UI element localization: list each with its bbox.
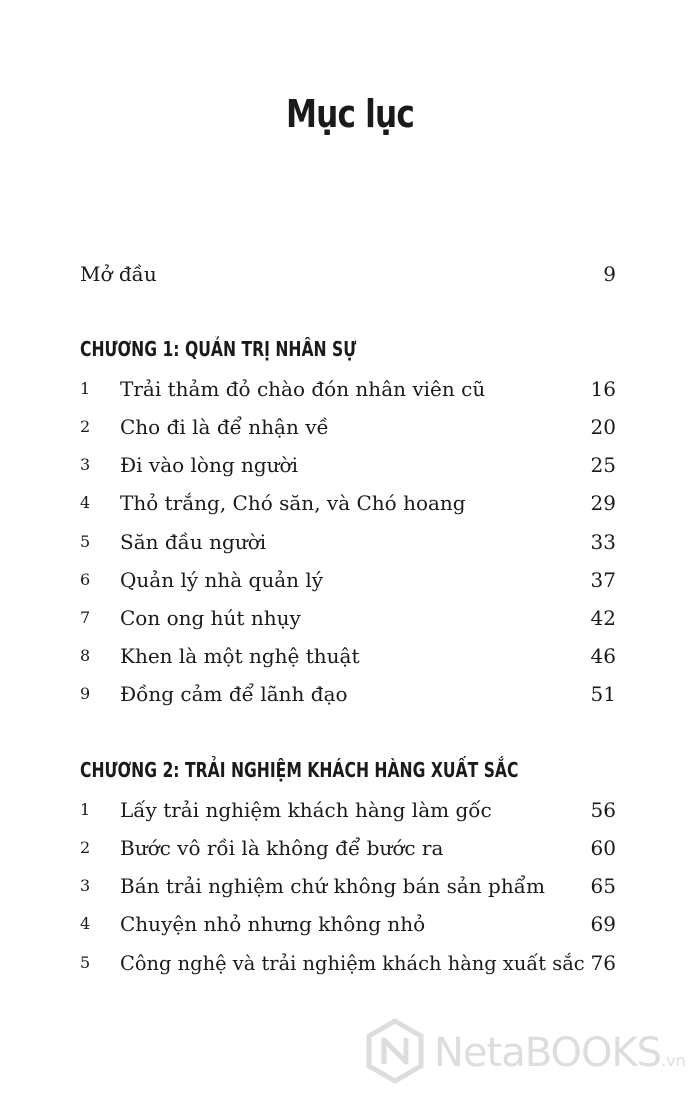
toc-entry-label: Lấy trải nghiệm khách hàng làm gốc bbox=[120, 798, 492, 822]
toc-entry-number: 8 bbox=[80, 646, 91, 665]
toc-entry-page: 56 bbox=[590, 798, 616, 822]
toc-entry-number: 1 bbox=[80, 379, 91, 398]
toc-entry-page: 33 bbox=[590, 530, 616, 554]
toc-entry[interactable] bbox=[80, 641, 616, 671]
watermark bbox=[364, 1016, 694, 1088]
toc-entry-label: Bước vô rồi là không để bước ra bbox=[120, 836, 444, 860]
toc-entry-label: Công nghệ và trải nghiệm khách hàng xuất sắc bbox=[120, 951, 585, 975]
toc-entry-label: Khen là một nghệ thuật bbox=[120, 644, 360, 668]
toc-entry-number: 4 bbox=[80, 493, 91, 512]
watermark-text: NetaBOOKS.vn bbox=[434, 1030, 686, 1076]
toc-entry-number: 5 bbox=[80, 532, 91, 551]
toc-entry-label: Chuyện nhỏ nhưng không nhỏ bbox=[120, 912, 426, 936]
toc-entry[interactable] bbox=[80, 527, 616, 557]
page-title: Mục lục bbox=[285, 92, 415, 136]
toc-entry[interactable] bbox=[80, 374, 616, 404]
toc-entry[interactable] bbox=[80, 948, 616, 978]
toc-entry-number: 3 bbox=[80, 455, 91, 474]
toc-entry-number: 4 bbox=[80, 914, 91, 933]
toc-entry-page: 29 bbox=[590, 491, 616, 515]
toc-entry-label: Trải thảm đỏ chào đón nhân viên cũ bbox=[120, 377, 486, 401]
toc-entry-number: 9 bbox=[80, 684, 91, 703]
toc-entry-number: 5 bbox=[80, 953, 91, 972]
toc-entry[interactable] bbox=[80, 450, 616, 480]
toc-entry-label: Mở đầu bbox=[80, 262, 157, 286]
toc-entry-page: 76 bbox=[590, 951, 616, 975]
toc-entry-number: 3 bbox=[80, 876, 91, 895]
chapter-2-heading: CHƯƠNG 2: TRẢI NGHIỆM KHÁCH HÀNG XUẤT SẮC bbox=[80, 758, 519, 782]
toc-entry-label: Đi vào lòng người bbox=[120, 453, 298, 477]
toc-entry[interactable] bbox=[80, 412, 616, 442]
toc-entry-page: 37 bbox=[590, 568, 616, 592]
toc-entry-label: Quản lý nhà quản lý bbox=[120, 568, 324, 592]
toc-entry-label: Đồng cảm để lãnh đạo bbox=[120, 682, 348, 706]
toc-entry-label: Thỏ trắng, Chó săn, và Chó hoang bbox=[120, 491, 466, 515]
toc-entry-page: 42 bbox=[590, 606, 616, 630]
toc-entry[interactable] bbox=[80, 679, 616, 709]
toc-entry-number: 2 bbox=[80, 417, 91, 436]
toc-entry-label: Con ong hút nhụy bbox=[120, 606, 301, 630]
toc-entry-page: 25 bbox=[590, 453, 616, 477]
toc-entry-label: Bán trải nghiệm chứ không bán sản phẩm bbox=[120, 874, 545, 898]
toc-entry-label: Săn đầu người bbox=[120, 530, 267, 554]
toc-entry-intro[interactable] bbox=[80, 259, 616, 289]
toc-entry-page: 60 bbox=[590, 836, 616, 860]
toc-entry-number: 1 bbox=[80, 800, 91, 819]
toc-entry-number: 6 bbox=[80, 570, 91, 589]
toc-entry[interactable] bbox=[80, 909, 616, 939]
toc-entry-page: 9 bbox=[603, 262, 616, 286]
toc-entry[interactable] bbox=[80, 488, 616, 518]
toc-entry[interactable] bbox=[80, 565, 616, 595]
toc-entry[interactable] bbox=[80, 871, 616, 901]
toc-entry-number: 2 bbox=[80, 838, 91, 857]
toc-entry-number: 7 bbox=[80, 608, 91, 627]
toc-entry-page: 51 bbox=[590, 682, 616, 706]
toc-entry-page: 20 bbox=[590, 415, 616, 439]
chapter-1-heading: CHƯƠNG 1: QUẢN TRỊ NHÂN SỰ bbox=[80, 337, 357, 361]
toc-entry[interactable] bbox=[80, 795, 616, 825]
toc-entry-page: 65 bbox=[590, 874, 616, 898]
toc-entry-page: 46 bbox=[590, 644, 616, 668]
toc-entry[interactable] bbox=[80, 603, 616, 633]
toc-entry-label: Cho đi là để nhận về bbox=[120, 415, 329, 439]
toc-entry-page: 69 bbox=[590, 912, 616, 936]
toc-entry-page: 16 bbox=[590, 377, 616, 401]
toc-entry[interactable] bbox=[80, 833, 616, 863]
netabooks-logo-icon bbox=[364, 1018, 426, 1084]
